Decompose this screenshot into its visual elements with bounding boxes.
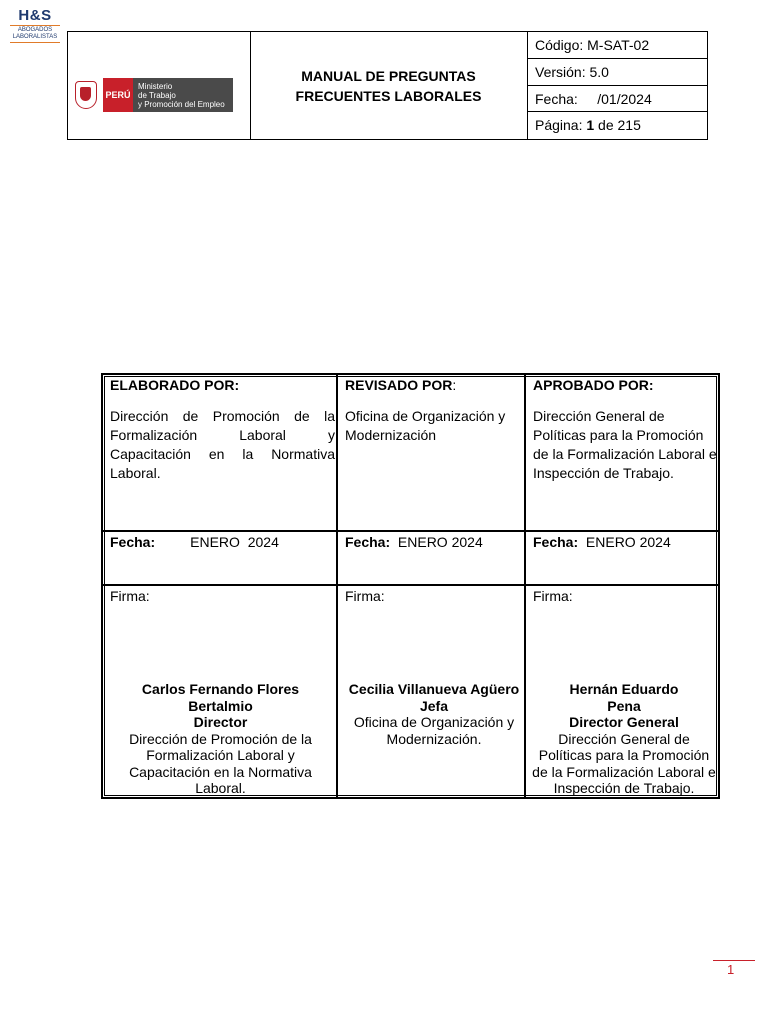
- pagina-total: de 215: [594, 117, 641, 134]
- aprobado-fecha-label: Fecha:: [533, 534, 579, 550]
- pagina-label: Página:: [535, 117, 587, 134]
- row-divider-1: [103, 530, 718, 532]
- hs-logo-divider: [10, 25, 60, 26]
- elaborado-fecha: [110, 533, 332, 552]
- hs-logo: [10, 8, 60, 44]
- aprobado-signature-block: [530, 681, 718, 797]
- aprobado-fecha-value: ENERO 2024: [585, 534, 671, 550]
- revisado-sig-name2: Jefa: [419, 697, 449, 714]
- document-title-line2: FRECUENTES LABORALES: [295, 87, 482, 104]
- aprobado-firma-label: Firma:: [533, 588, 573, 604]
- codigo-field: Código: M-SAT-02: [528, 32, 708, 59]
- aprobado-sig-role: Director General: [569, 714, 679, 730]
- aprobado-body: Dirección General de Políticas para la Promoción de la Formalización Laboral e Inspección de Trabajo.: [533, 408, 717, 481]
- ministry-logo-cell: [68, 32, 251, 139]
- revisado-sig-org: Oficina de Organización y Modernización.: [353, 714, 515, 747]
- page-number-rule: [713, 960, 755, 961]
- revisado-fecha: [345, 533, 525, 552]
- aprobado-fecha: [533, 533, 715, 552]
- document-title-line1: MANUAL DE PREGUNTAS: [301, 67, 476, 84]
- aprobado-sig-name2: Pena: [607, 697, 641, 714]
- elaborado-heading: ELABORADO POR:: [110, 377, 240, 393]
- revisado-sig-name1: Cecilia Villanueva Agüero: [348, 681, 520, 697]
- document-header-table: [67, 31, 708, 140]
- revisado-heading-text: REVISADO POR: [345, 377, 453, 393]
- page-number: 1: [727, 962, 735, 977]
- hs-logo-sub1: ABOGADOS: [17, 27, 53, 33]
- aprobado-sig-name1: Hernán Eduardo: [569, 681, 679, 697]
- fecha-field: Fecha: /01/2024: [528, 86, 708, 113]
- revisado-heading: [345, 376, 525, 395]
- elaborado-sig-name2: Bertalmio: [188, 697, 253, 714]
- revisado-fecha-label: Fecha:: [345, 534, 391, 550]
- ministry-line3: y Promoción del Empleo: [138, 99, 225, 109]
- document-meta-cell: [528, 32, 708, 139]
- revisado-fecha-value: ENERO 2024: [397, 534, 483, 550]
- document-title-cell: [250, 32, 528, 139]
- elaborado-sig-org: Dirección de Promoción de la Formalización Laboral y Capacitación en la Normativa Laboral.: [129, 730, 312, 796]
- hs-logo-title: H&S: [18, 7, 52, 24]
- ministry-name-box: [133, 78, 233, 112]
- row-divider-2: [103, 584, 718, 586]
- approval-table: [101, 373, 720, 799]
- pagina-field: [528, 112, 708, 139]
- aprobado-heading: APROBADO POR:: [533, 377, 654, 393]
- revisado-heading-colon: :: [452, 377, 457, 393]
- elaborado-body: Dirección de Promoción de la Formalización Laboral y Capacitación en la Normativa Laboral.: [110, 408, 335, 481]
- revisado-firma-label: Firma:: [345, 588, 385, 604]
- ministry-line2: de Trabajo: [138, 90, 176, 100]
- elaborado-firma-label: Firma:: [110, 588, 150, 604]
- elaborado-sig-name1: Carlos Fernando Flores: [141, 681, 300, 697]
- elaborado-sig-role: Director: [193, 714, 248, 730]
- revisado-body: Oficina de Organización y Modernización: [345, 408, 506, 443]
- version-field: Versión: 5.0: [528, 59, 708, 86]
- elaborado-fecha-value: ENERO 2024: [190, 534, 279, 550]
- pagina-current: 1: [586, 117, 595, 134]
- ministry-line1: Ministerio: [138, 81, 173, 91]
- hs-logo-divider-bottom: [10, 42, 60, 43]
- peru-shield-icon: [75, 81, 97, 109]
- ministry-logo: [75, 78, 233, 112]
- peru-label: PERÚ: [103, 78, 133, 112]
- elaborado-fecha-label: Fecha:: [110, 534, 156, 550]
- aprobado-sig-org: Dirección General de Políticas para la Promoción de la Formalización Laboral e Inspección de Trabajo.: [532, 730, 716, 796]
- hs-logo-sub2: LABORALISTAS: [12, 34, 58, 40]
- revisado-signature-block: [342, 681, 526, 747]
- elaborado-signature-block: [107, 681, 334, 797]
